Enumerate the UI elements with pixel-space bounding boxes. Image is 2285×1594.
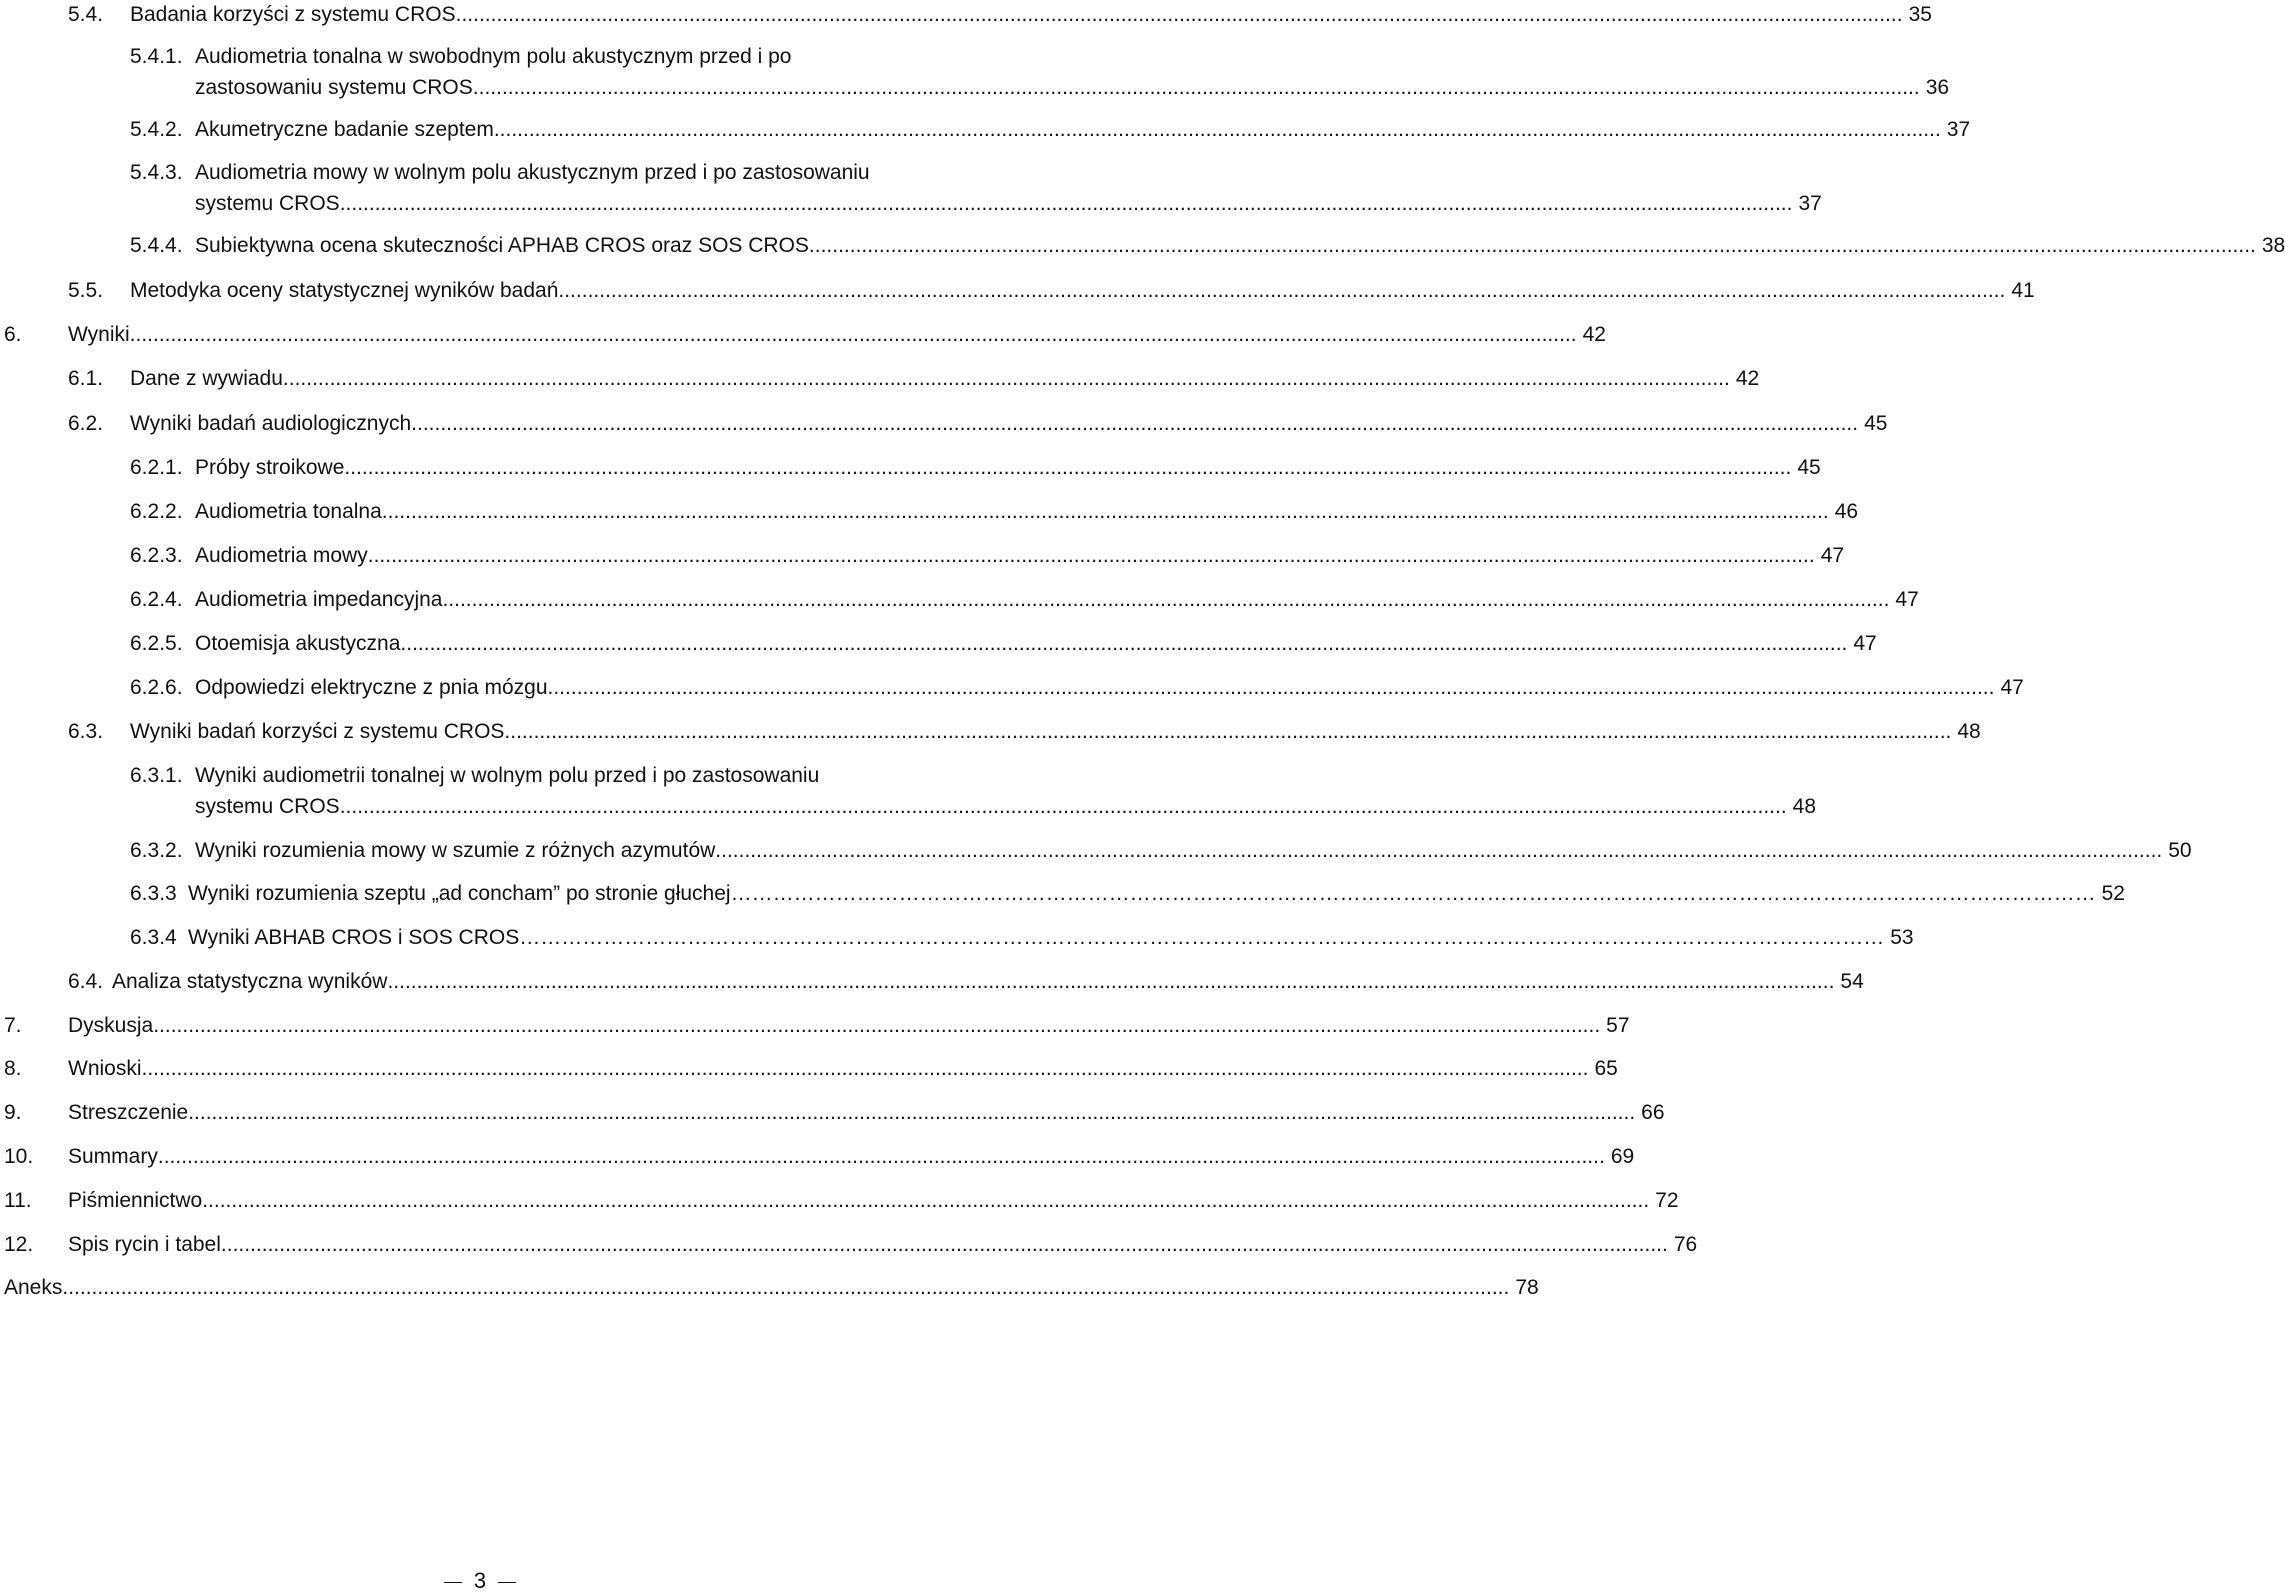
toc-entry-page: 35	[1908, 3, 1932, 26]
toc-entry-number: 5.4.2.	[130, 118, 183, 141]
toc-entry[interactable]	[68, 366, 1760, 392]
toc-entry-page: 42	[1582, 323, 1606, 346]
toc-entry-page: 53	[1890, 926, 1914, 949]
toc-entry-title: Piśmiennictwo	[68, 1189, 203, 1212]
toc-entry-number: 6.2.6.	[130, 676, 183, 699]
toc-dot-leader	[153, 1013, 1600, 1039]
toc-entry[interactable]	[130, 763, 942, 789]
toc-entry-number: 5.4.	[68, 3, 104, 26]
toc-entry[interactable]	[130, 233, 2285, 259]
toc-entry-page: 66	[1641, 1101, 1665, 1124]
toc-entry-title: Wyniki audiometrii tonalnej w wolnym polu przed i po zastosowaniu	[195, 764, 820, 787]
toc-entry-number: 6.3.1.	[130, 764, 183, 787]
toc-entry-title: Audiometria mowy	[195, 544, 368, 567]
toc-entry[interactable]	[4, 1013, 1630, 1039]
toc-entry-page: 36	[1925, 76, 1950, 99]
toc-entry-title-continued: systemu CROS.	[195, 192, 346, 215]
toc-entry[interactable]	[4, 1188, 1679, 1214]
toc-entry[interactable]	[68, 969, 1864, 995]
toc-entry[interactable]	[68, 411, 1888, 437]
toc-entry-title-continued: zastosowaniu systemu CROS	[195, 76, 473, 99]
toc-entry-title: Wyniki ABHAB CROS i SOS CROS	[188, 926, 520, 949]
toc-entry-title: Audiometria impedancyjna	[195, 588, 443, 611]
toc-entry-number: 5.5.	[68, 279, 104, 302]
toc-dot-leader	[387, 969, 1834, 995]
toc-entry-title: Odpowiedzi elektryczne z pnia mózgu	[195, 676, 548, 699]
toc-entry[interactable]	[130, 631, 1877, 657]
toc-entry-continuation[interactable]	[195, 75, 1950, 101]
toc-entry-number: 8.	[4, 1057, 22, 1080]
toc-entry-number: 10.	[4, 1145, 34, 1168]
toc-dot-leader	[142, 1056, 1589, 1082]
toc-entry-title: Metodyka oceny statystycznej wyników badań	[130, 279, 559, 302]
toc-dot-leader	[368, 543, 1815, 569]
toc-entry-page: 41	[2011, 279, 2035, 302]
toc-entry[interactable]	[68, 2, 1932, 28]
toc-entry-page: 47	[1895, 588, 1919, 611]
toc-entry[interactable]	[130, 117, 1971, 143]
toc-dot-leader	[411, 411, 1858, 437]
toc-entry-page: 65	[1594, 1057, 1618, 1080]
toc-dot-leader	[519, 925, 1884, 951]
toc-entry-page: 52	[2101, 882, 2125, 905]
toc-entry[interactable]	[130, 455, 1821, 481]
toc-dot-leader	[283, 366, 1730, 392]
toc-entry-number: 6.2.1.	[130, 456, 183, 479]
toc-entry[interactable]	[130, 543, 1845, 569]
toc-dot-leader	[504, 719, 1951, 745]
toc-entry-page: 54	[1840, 970, 1864, 993]
toc-dot-leader	[731, 881, 2096, 907]
toc-entry-page: 45	[1864, 412, 1888, 435]
toc-dot-leader	[456, 2, 1903, 28]
toc-dot-leader	[130, 322, 1577, 348]
toc-entry-page: 48	[1792, 795, 1817, 818]
toc-entry-title: Aneks	[4, 1276, 63, 1299]
toc-entry-title: Otoemisja akustyczna	[195, 632, 401, 655]
toc-entry-title: Audiometria mowy w wolnym polu akustycznym przed i po zastosowaniu	[195, 161, 870, 184]
toc-dot-leader	[558, 278, 2005, 304]
toc-entry-page: 47	[1853, 632, 1877, 655]
toc-entry-title: Wyniki rozumienia mowy w szumie z różnych azymutów	[195, 839, 716, 862]
toc-entry-page: 57	[1606, 1014, 1630, 1037]
toc-entry-title: Audiometria tonalna	[195, 500, 382, 523]
toc-entry-title: Audiometria tonalna w swobodnym polu akustycznym przed i po	[195, 45, 792, 68]
toc-entry-title: Spis rycin i tabel	[68, 1233, 221, 1256]
toc-dot-leader	[715, 838, 2162, 864]
toc-entry-number: 11.	[4, 1189, 32, 1212]
toc-entry-page: 38	[2261, 234, 2285, 257]
toc-entry-number: 5.4.3.	[130, 161, 183, 184]
toc-entry-continuation[interactable]	[195, 794, 1817, 820]
toc-entry-number: 6.4.	[68, 970, 104, 993]
toc-dot-leader	[382, 499, 1829, 525]
toc-dot-leader	[344, 455, 1791, 481]
toc-entry-page: 37	[1798, 192, 1822, 215]
toc-entry[interactable]	[4, 1275, 1539, 1301]
toc-entry-page: 47	[1820, 544, 1845, 567]
toc-entry-number: 6.1.	[68, 367, 104, 390]
toc-entry-title: Wyniki rozumienia szeptu „ad concham” po stronie głuchej	[188, 882, 731, 905]
toc-entry-page: 42	[1735, 367, 1760, 390]
toc-entry[interactable]	[4, 1100, 1665, 1126]
toc-entry-title: Subiektywna ocena skuteczności APHAB CROS oraz SOS CROS	[195, 234, 809, 257]
toc-entry-number: 6.2.	[68, 412, 104, 435]
toc-dot-leader	[809, 233, 2256, 259]
toc-entry-number: 5.4.4.	[130, 234, 183, 257]
toc-entry-title-continued: systemu CROS	[195, 795, 340, 818]
toc-entry-number: 6.2.3.	[130, 544, 183, 567]
toc-entry-number: 9.	[4, 1101, 22, 1124]
toc-entry-page: 69	[1610, 1145, 1635, 1168]
toc-dot-leader	[221, 1232, 1668, 1258]
toc-entry-page: 45	[1797, 456, 1821, 479]
toc-dot-leader	[158, 1144, 1605, 1170]
toc-dot-leader	[62, 1275, 1509, 1301]
toc-entry-number: 6.	[4, 323, 22, 346]
page-number: 3	[473, 1568, 487, 1593]
footer-dash-left	[444, 1582, 462, 1583]
toc-entry-title: Akumetryczne badanie szeptem	[195, 118, 494, 141]
toc-entry-number: 6.3.4	[130, 926, 177, 949]
toc-dot-leader	[494, 117, 1941, 143]
toc-entry[interactable]	[130, 160, 942, 186]
toc-entry-title: Wyniki	[68, 323, 130, 346]
toc-entry-title: Badania korzyści z systemu CROS	[130, 3, 456, 26]
toc-entry-title: Wyniki badań korzyści z systemu CROS	[130, 720, 505, 743]
toc-entry[interactable]	[4, 1232, 1698, 1258]
toc-entry-number: 6.2.4.	[130, 588, 183, 611]
toc-entry[interactable]	[130, 499, 1859, 525]
toc-entry-number: 7.	[4, 1014, 22, 1037]
toc-entry-title: Analiza statystyczna wyników	[112, 970, 388, 993]
toc-entry-title: Streszczenie	[68, 1101, 189, 1124]
toc-entry-page: 48	[1957, 720, 1981, 743]
toc-entry-page: 47	[2000, 676, 2024, 699]
toc-dot-leader	[340, 794, 1787, 820]
toc-entry[interactable]	[4, 1056, 1618, 1082]
toc-entry-number: 5.4.1.	[130, 45, 183, 68]
toc-entry-title: Wnioski	[68, 1057, 142, 1080]
toc-entry-continuation[interactable]	[195, 191, 1822, 217]
toc-entry-page: 78	[1515, 1276, 1539, 1299]
toc-entry-title: Wyniki badań audiologicznych	[130, 412, 412, 435]
toc-dot-leader	[442, 587, 1889, 613]
page-footer	[0, 1568, 960, 1594]
toc-entry[interactable]	[130, 675, 2024, 701]
toc-entry-page: 72	[1655, 1189, 1679, 1212]
toc-entry-number: 6.3.	[68, 720, 104, 743]
toc-entry-number: 6.3.3	[130, 882, 177, 905]
toc-entry[interactable]	[68, 278, 2035, 304]
toc-entry-number: 12.	[4, 1233, 34, 1256]
toc-dot-leader	[346, 191, 1793, 217]
toc-entry-number: 6.2.5.	[130, 632, 183, 655]
toc-dot-leader	[202, 1188, 1649, 1214]
toc-dot-leader	[548, 675, 1995, 701]
toc-entry-number: 6.3.2.	[130, 839, 183, 862]
toc-entry[interactable]	[4, 322, 1606, 348]
footer-dash-right	[498, 1582, 516, 1583]
toc-dot-leader	[473, 75, 1920, 101]
toc-entry-title: Dyskusja	[68, 1014, 154, 1037]
toc-entry-title: Summary	[68, 1145, 158, 1168]
toc-entry-page: 50	[2168, 839, 2192, 862]
toc-entry-page: 76	[1673, 1233, 1698, 1256]
toc-entry-number: 6.2.2.	[130, 500, 183, 523]
toc-entry-title: Próby stroikowe	[195, 456, 345, 479]
toc-entry[interactable]	[130, 587, 1919, 613]
toc-entry[interactable]	[130, 838, 2192, 864]
toc-entry[interactable]	[130, 881, 2125, 907]
toc-entry-page: 37	[1946, 118, 1971, 141]
toc-entry[interactable]	[130, 44, 942, 70]
toc-entry[interactable]	[68, 719, 1981, 745]
toc-dot-leader	[400, 631, 1847, 657]
toc-entry-title: Dane z wywiadu	[130, 367, 283, 390]
toc-entry[interactable]	[4, 1144, 1635, 1170]
toc-dot-leader	[188, 1100, 1635, 1126]
toc-entry-page: 46	[1834, 500, 1859, 523]
toc-entry[interactable]	[130, 925, 1914, 951]
